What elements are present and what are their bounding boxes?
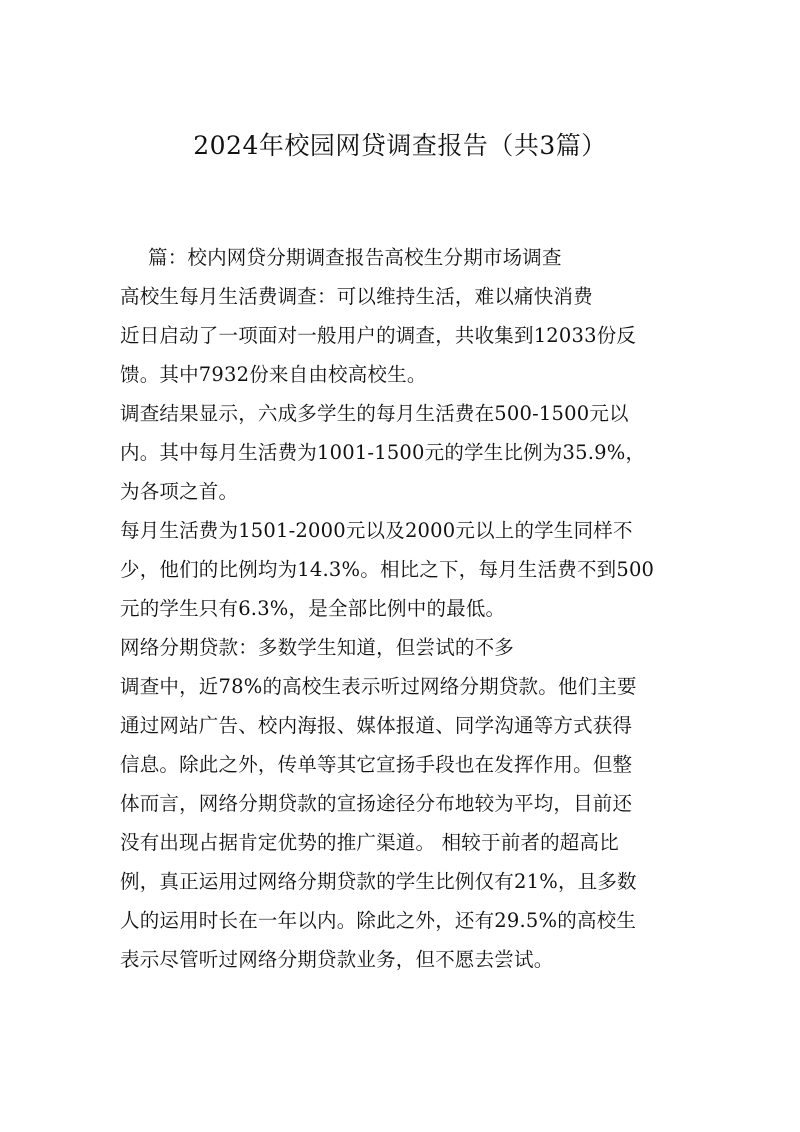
paragraph-line: 少，他们的比例均为14.3%。相比之下，每月生活费不到500 [120,558,655,581]
paragraph-line: 人的运用时长在一年以内。除此之外，还有29.5%的高校生 [120,909,637,932]
paragraph-line: 表示尽管听过网络分期贷款业务，但不愿去尝试。 [120,948,554,971]
paragraph-line: 馈。其中7932份来自由校高校生。 [120,363,427,386]
subheading-living-expenses: 高校生每月生活费调查：可以维持生活，难以痛快消费 [120,285,593,308]
document-body [120,238,686,979]
paragraph-line: 通过网站广告、校内海报、媒体报道、同学沟通等方式获得 [120,714,633,737]
paragraph-line: 没有出现占据肯定优势的推广渠道。 相较于前者的超高比 [120,831,619,854]
section-heading-line: 篇：校内网贷分期调查报告高校生分期市场调查 [148,246,562,269]
paragraph-line: 调查中，近78%的高校生表示听过网络分期贷款。他们主要 [120,675,637,698]
paragraph-line: 近日启动了一项面对一般用户的调查，共收集到12033份反 [120,324,637,347]
subheading-installment-loans: 网络分期贷款：多数学生知道，但尝试的不多 [120,636,515,659]
paragraph-line: 内。其中每月生活费为1001-1500元的学生比例为35.9%， [120,441,646,464]
paragraph-line: 例，真正运用过网络分期贷款的学生比例仅有21%，且多数 [120,870,637,893]
paragraph-line: 元的学生只有6.3%，是全部比例中的最低。 [120,597,506,620]
paragraph-line: 信息。除此之外，传单等其它宣扬手段也在发挥作用。但整 [120,753,633,776]
paragraph-line: 为各项之首。 [120,480,239,503]
paragraph-line: 调查结果显示，六成多学生的每月生活费在500-1500元以 [120,402,629,425]
paragraph-line: 体而言，网络分期贷款的宣扬途径分布地较为平均，目前还 [120,792,633,815]
paragraph-line: 每月生活费为1501-2000元以及2000元以上的学生同样不 [120,519,633,542]
document-title: 2024年校园网贷调查报告（共3篇） [193,131,607,160]
